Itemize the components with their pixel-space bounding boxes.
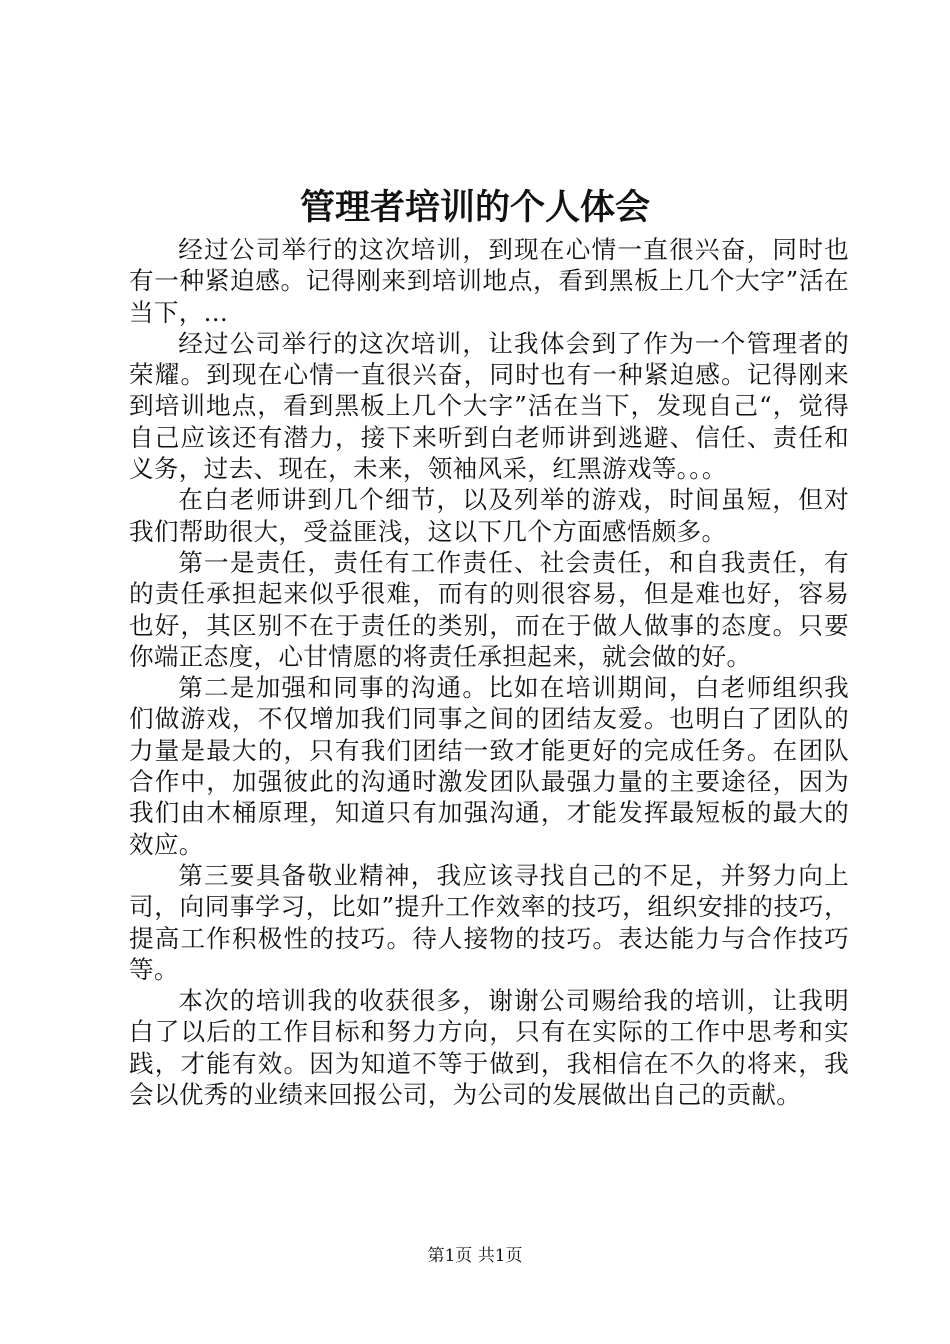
paragraph-3: 在白老师讲到几个细节，以及列举的游戏，时间虽短，但对我们帮助很大，受益匪浅，这以下几个方面感悟颇多。 <box>129 485 849 546</box>
paragraph-6: 第三要具备敬业精神，我应该寻找自己的不足，并努力向上司，向同事学习，比如”提升工作效率的技巧，组织安排的技巧，提高工作积极性的技巧。待人接物的技巧。表达能力与合作技巧等。 <box>129 860 849 984</box>
paragraph-1: 经过公司举行的这次培训，到现在心情一直很兴奋，同时也有一种紧迫感。记得刚来到培训地点，看到黑板上几个大字”活在当下，... <box>129 235 849 327</box>
document-body <box>129 234 849 1110</box>
paragraph-7: 本次的培训我的收获很多，谢谢公司赐给我的培训，让我明白了以后的工作目标和努力方向，只有在实际的工作中思考和实践，才能有效。因为知道不等于做到，我相信在不久的将来，我会以优秀的业绩来回报公司，为公司的发展做出自己的贡献。 <box>129 986 849 1110</box>
document-title: 管理者培训的个人体会 <box>299 187 650 228</box>
paragraph-2: 经过公司举行的这次培训，让我体会到了作为一个管理者的荣耀。到现在心情一直很兴奋，同时也有一种紧迫感。记得刚来到培训地点，看到黑板上几个大字”活在当下，发现自己“，觉得自己应该还有潜力，接下来听到白老师讲到逃避、信任、责任和义务，过去、现在，未来，领袖风采，红黑游戏等。。。 <box>129 328 849 484</box>
paragraph-5: 第二是加强和同事的沟通。比如在培训期间，白老师组织我们做游戏，不仅增加我们同事之间的团结友爱。也明白了团队的力量是最大的，只有我们团结一致才能更好的完成任务。在团队合作中，加强彼此的沟通时激发团队最强力量的主要途径，因为我们由木桶原理，知道只有加强沟通，才能发挥最短板的最大的效应。 <box>129 673 849 859</box>
paragraph-4: 第一是责任，责任有工作责任、社会责任，和自我责任，有的责任承担起来似乎很难，而有的则很容易，但是难也好，容易也好，其区别不在于责任的类别，而在于做人做事的态度。只要你端正态度，心甘情愿的将责任承担起来，就会做的好。 <box>129 547 849 671</box>
page-footer: 第1页 共1页 <box>427 1246 523 1266</box>
